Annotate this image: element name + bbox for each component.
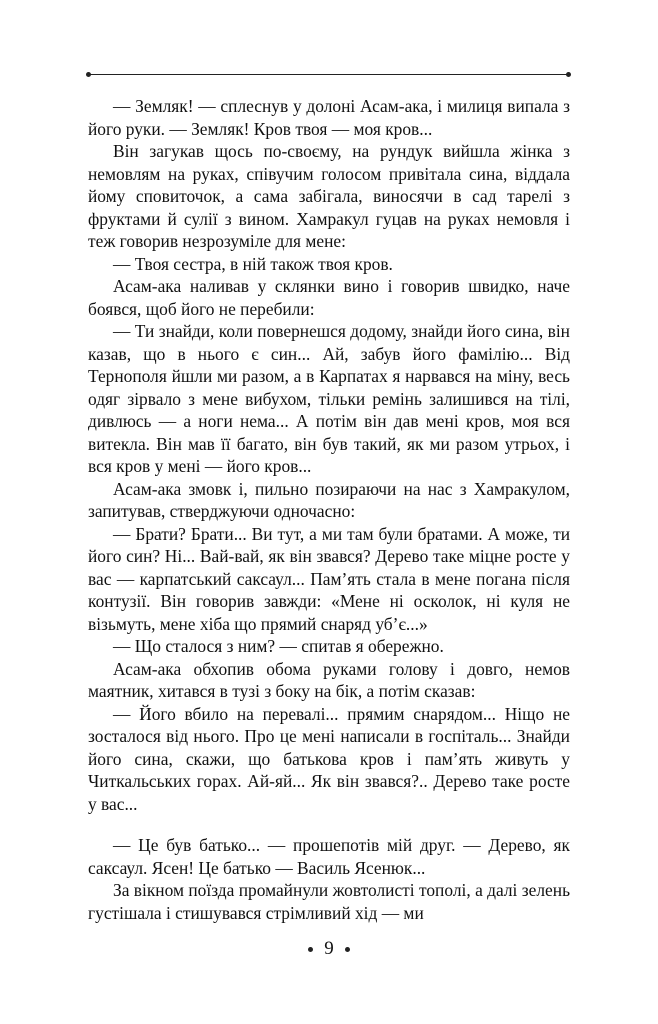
paragraph: — Ти знайди, коли повернешся додому, знайди його сина, він казав, що в нього є син... Ай, забув його фамілію... Від Тернополя йшли ми разом, а в Карпатах я нарвався на міну, весь одяг зірвало з мене вибухом, тільки ремінь залишився на тілі, дивлюсь — а ноги нема... А потім він дав мені кров, моя вся витекла. Він мав її багато, він був такий, як ми разом утрьох, і вся кров у мені — його кров... xyxy=(88,321,570,476)
paragraph: Він загукав щось по-своєму, на рундук вийшла жінка з немовлям на руках, співучим голосом привітала сина, віддала йому сповиточок, а сама забігала, виносячи в сад тарелі з фруктами й сулії з вином. Хамракул гуцав на руках немовля і теж говорив незрозуміле для мене: xyxy=(88,141,570,251)
footer-left-dot xyxy=(308,947,313,952)
paragraph: — Земляк! — сплеснув у долоні Асам-ака, і милиця випала з його руки. — Земляк! Кров твоя — моя кров... xyxy=(88,96,570,139)
paragraph: Асам-ака обхопив обома руками голову і довго, немов маятник, хитався в тузі з боку на бік, а потім сказав: xyxy=(88,658,570,701)
paragraph: Асам-ака змовк і, пильно позираючи на нас з Хамракулом, запитував, стверджуючи одночасно: xyxy=(88,478,570,521)
paragraph: — Брати? Брати... Ви тут, а ми там були братами. А може, ти його син? Ні... Вай-вай, як він звався? Дерево таке міцне росте у вас — карпатський саксаул... Пам’ять стала в мене погана після контузії. Він говорив завжди: «Мене ні осколок, ні куля не візьмуть, мене хіба що прямий снаряд уб’є...» xyxy=(88,523,570,634)
footer-right-dot xyxy=(345,947,350,952)
page-footer xyxy=(0,938,658,960)
paragraph: — Це був батько... — прошепотів мій друг. — Дерево, як саксаул. Ясен! Це батько — Василь Ясенюк... xyxy=(88,835,570,878)
page-number: 9 xyxy=(324,938,334,959)
paragraph: — Твоя сестра, в ній також твоя кров. xyxy=(113,253,393,274)
paragraph: За вікном поїзда промайнули жовтолисті тополі, а далі зелень густішала і стишувався стрімливий хід — ми xyxy=(88,880,570,923)
header-rule-left-dot xyxy=(86,72,91,77)
paragraph: — Що сталося з ним? — спитав я обережно. xyxy=(113,636,444,656)
body-text xyxy=(88,95,570,924)
header-rule xyxy=(90,74,568,75)
paragraph: Асам-ака наливав у склянки вино і говорив швидко, наче боявся, щоб його не перебили: xyxy=(88,276,570,319)
header-rule-right-dot xyxy=(566,72,571,77)
paragraph: — Його вбило на перевалі... прямим снарядом... Ніщо не зосталося від нього. Про це мені написали в госпіталь... Знайди його сина, скажи, що батькова кров і пам’ять живуть у Читкальських горах. Ай-яй... Як він звався?.. Дерево таке росте у вас... xyxy=(88,703,570,814)
